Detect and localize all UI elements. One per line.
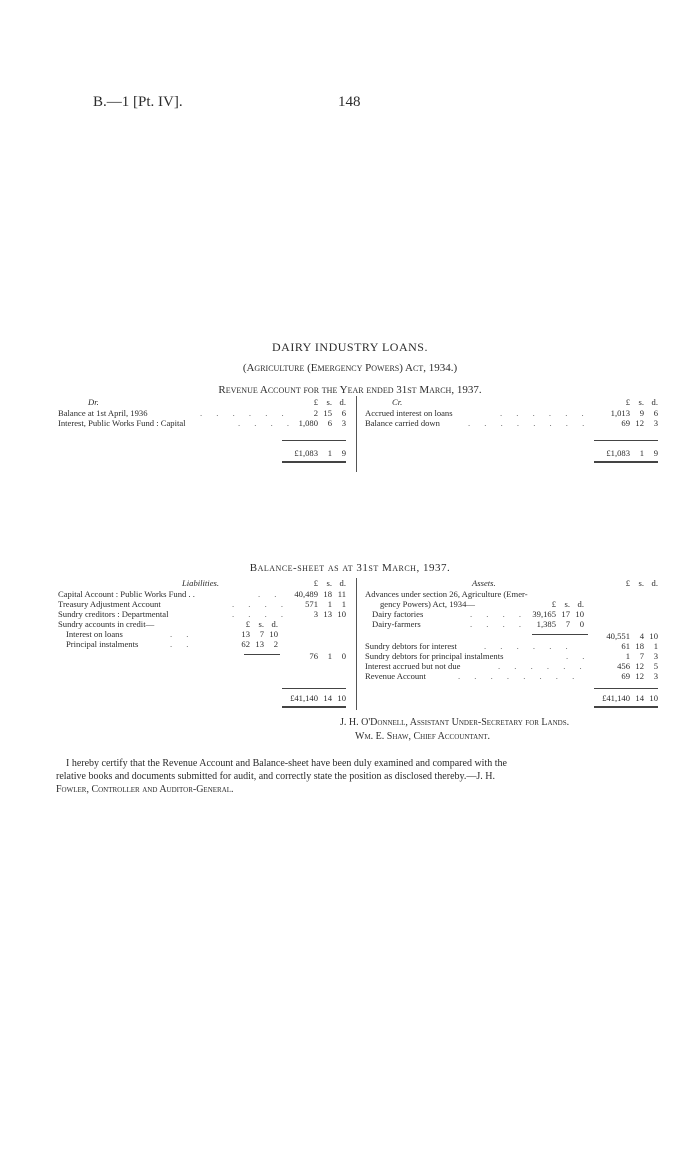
credit-sub-amount [214, 629, 278, 639]
pounds-heading: £ [551, 599, 556, 609]
amount-pounds: 69 [621, 671, 630, 681]
amount-pence: 6 [653, 408, 658, 418]
credit-sub-label: Interest on loans [66, 629, 123, 639]
total-shillings: 1 [327, 448, 332, 458]
total-shillings: 1 [639, 448, 644, 458]
liability-amount [282, 609, 346, 619]
amount-pence: 0 [579, 619, 584, 629]
amount-pounds: 39,165 [532, 609, 556, 619]
amount-pounds: 69 [621, 418, 630, 428]
certificate-line: Fowler, Controller and Auditor-General. [56, 784, 234, 795]
amount-shillings: 1 [327, 599, 332, 609]
advances-column-headings [520, 599, 584, 609]
leader-dots: . . . . . . [200, 408, 290, 418]
pence-heading: d. [651, 397, 658, 407]
amount-shillings: 4 [639, 631, 644, 641]
leader-dots: . . . . . . . . [458, 671, 581, 681]
pounds-heading: £ [245, 619, 250, 629]
leader-dots: . . . . [232, 609, 290, 619]
total-pounds: £1,083 [606, 448, 630, 458]
liabilities-column-headings [282, 578, 346, 588]
leader-dots: . . . . . . [500, 408, 590, 418]
shillings-heading: s. [638, 397, 644, 407]
amount-pounds: 1 [625, 651, 630, 661]
amount-pounds: 1,013 [610, 408, 630, 418]
subtotal-rule [244, 654, 280, 655]
cr-row-label: Accrued interest on loans [365, 408, 453, 418]
assets-column-headings [594, 578, 658, 588]
amount-shillings: 13 [255, 639, 264, 649]
credit-sub-label: Principal instalments [66, 639, 139, 649]
pence-heading: d. [577, 599, 584, 609]
total-pence: 10 [649, 693, 658, 703]
double-rule [282, 461, 346, 463]
cr-row-label: Balance carried down [365, 418, 440, 428]
liability-amount [282, 599, 346, 609]
advances-sub-amount [520, 609, 584, 619]
amount-pounds: 40,551 [606, 631, 630, 641]
asset-amount [594, 671, 658, 681]
amount-pence: 10 [337, 609, 346, 619]
dr-row-amount [282, 408, 346, 418]
amount-pence: 3 [653, 671, 658, 681]
amount-shillings: 7 [639, 651, 644, 661]
liabilities-label: Liabilities. [182, 578, 220, 588]
pounds-heading: £ [625, 397, 630, 407]
amount-shillings: 9 [639, 408, 644, 418]
amount-pence: 6 [341, 408, 346, 418]
liability-label: Sundry accounts in credit— [58, 619, 155, 629]
amount-pounds: 3 [313, 609, 318, 619]
advances-total-amount [594, 631, 658, 641]
cr-label: Cr. [392, 397, 403, 407]
signature-lands: J. H. O'Donnell, Assistant Under-Secretary for Lands. [340, 717, 570, 728]
double-rule [594, 461, 658, 463]
amount-shillings: 13 [323, 609, 332, 619]
liability-label: Capital Account : Public Works Fund . . [58, 589, 195, 599]
pence-heading: d. [339, 397, 346, 407]
amount-pence: 5 [653, 661, 658, 671]
subtotal-rule [532, 634, 588, 635]
liability-label: Treasury Adjustment Account [58, 599, 161, 609]
double-rule [594, 706, 658, 708]
amount-pence: 0 [341, 651, 346, 661]
amount-shillings: 6 [327, 418, 332, 428]
amount-shillings: 12 [635, 671, 644, 681]
amount-shillings: 7 [259, 629, 264, 639]
amount-pence: 1 [341, 599, 346, 609]
amount-pounds: 1,385 [536, 619, 556, 629]
cr-row-amount [594, 408, 658, 418]
assets-intro-continued: gency Powers) Act, 1934— [380, 599, 475, 609]
amount-pounds: 2 [313, 408, 318, 418]
liability-amount [282, 589, 346, 599]
total-pence: 10 [337, 693, 346, 703]
page-number: 148 [338, 94, 361, 110]
audit-certificate [56, 757, 662, 796]
pounds-heading: £ [313, 578, 318, 588]
assets-intro: Advances under section 26, Agriculture (Emer- [365, 589, 528, 599]
asset-label: Sundry debtors for principal instalments [365, 651, 504, 661]
shillings-heading: s. [564, 599, 570, 609]
asset-label: Revenue Account [365, 671, 426, 681]
amount-pence: 11 [337, 589, 346, 599]
advances-sub-label: Dairy factories [372, 609, 424, 619]
double-rule [282, 706, 346, 708]
leader-dots: . . [170, 639, 195, 649]
credit-sub-amount [214, 639, 278, 649]
leader-dots: . . . . [238, 418, 296, 428]
document-title: DAIRY INDUSTRY LOANS. [272, 340, 428, 354]
shillings-heading: s. [258, 619, 264, 629]
assets-total [594, 693, 658, 703]
amount-pounds: 13 [241, 629, 250, 639]
column-divider [356, 578, 357, 710]
pence-heading: d. [651, 578, 658, 588]
total-pence: 9 [653, 448, 658, 458]
act-subtitle: (Agriculture (Emergency Powers) Act, 1934.) [242, 362, 458, 374]
total-pounds: £41,140 [602, 693, 630, 703]
amount-shillings: 18 [635, 641, 644, 651]
pence-heading: d. [271, 619, 278, 629]
leader-dots: . . . . [232, 599, 290, 609]
amount-shillings: 12 [635, 661, 644, 671]
asset-amount [594, 661, 658, 671]
total-rule [594, 688, 658, 689]
total-rule [282, 688, 346, 689]
liability-label: Sundry creditors : Departmental [58, 609, 169, 619]
amount-pounds: 1,080 [298, 418, 318, 428]
total-shillings: 14 [323, 693, 332, 703]
signature-accountant: Wm. E. Shaw, Chief Accountant. [355, 731, 490, 742]
cr-column-headings [594, 397, 658, 407]
amount-pounds: 62 [241, 639, 250, 649]
amount-pounds: 40,489 [294, 589, 318, 599]
amount-shillings: 15 [323, 408, 332, 418]
amount-pounds: 456 [617, 661, 630, 671]
amount-shillings: 7 [565, 619, 570, 629]
amount-pence: 10 [649, 631, 658, 641]
amount-pounds: 76 [309, 651, 318, 661]
leader-dots: . . . . [470, 609, 528, 619]
leader-dots: . . [170, 629, 195, 639]
page-header-ref: B.—1 [Pt. IV]. [93, 94, 183, 110]
amount-pence: 2 [273, 639, 278, 649]
amount-pence: 3 [341, 418, 346, 428]
asset-amount [594, 651, 658, 661]
amount-pence: 1 [653, 641, 658, 651]
amount-shillings: 17 [561, 609, 570, 619]
amount-pence: 10 [269, 629, 278, 639]
total-shillings: 14 [635, 693, 644, 703]
leader-dots: . . [566, 651, 591, 661]
amount-shillings: 12 [635, 418, 644, 428]
advances-sub-amount [520, 619, 584, 629]
dr-row-label: Interest, Public Works Fund : Capital [58, 418, 186, 428]
dr-column-headings [282, 397, 346, 407]
cr-row-amount [594, 418, 658, 428]
dr-total [282, 448, 346, 458]
pence-heading: d. [339, 578, 346, 588]
column-divider [356, 396, 357, 472]
leader-dots: . . . . . . [498, 661, 588, 671]
leader-dots: . . . . [470, 619, 528, 629]
pounds-heading: £ [313, 397, 318, 407]
balance-sheet-heading: Balance-sheet as at 31st March, 1937. [249, 562, 451, 574]
assets-label: Assets. [472, 578, 496, 588]
total-pence: 9 [341, 448, 346, 458]
amount-pounds: 571 [305, 599, 318, 609]
credit-total-amount [282, 651, 346, 661]
asset-label: Interest accrued but not due [365, 661, 461, 671]
leader-dots: . . [258, 589, 283, 599]
amount-shillings: 18 [323, 589, 332, 599]
amount-pence: 10 [575, 609, 584, 619]
amount-shillings: 1 [327, 651, 332, 661]
shillings-heading: s. [326, 397, 332, 407]
dr-row-amount [282, 418, 346, 428]
total-pounds: £41,140 [290, 693, 318, 703]
leader-dots: . . . . . . [484, 641, 574, 651]
shillings-heading: s. [638, 578, 644, 588]
pounds-heading: £ [625, 578, 630, 588]
revenue-account-heading: Revenue Account for the Year ended 31st March, 1937. [218, 384, 482, 396]
dr-label: Dr. [88, 397, 99, 407]
certificate-line: I hereby certify that the Revenue Account and Balance-sheet have been duly examined and compared with the [66, 758, 507, 769]
amount-pounds: 61 [621, 641, 630, 651]
amount-pence: 3 [653, 418, 658, 428]
certificate-line: relative books and documents submitted for audit, and correctly state the position as disclosed thereby.—J. H. [56, 771, 495, 782]
asset-amount [594, 641, 658, 651]
dr-row-label: Balance at 1st April, 1936 [58, 408, 148, 418]
shillings-heading: s. [326, 578, 332, 588]
amount-pence: 3 [653, 651, 658, 661]
total-pounds: £1,083 [294, 448, 318, 458]
leader-dots: . . . . . . . . [468, 418, 591, 428]
asset-label: Sundry debtors for interest [365, 641, 457, 651]
total-rule [594, 440, 658, 441]
liabilities-total [282, 693, 346, 703]
sub-column-headings [214, 619, 278, 629]
advances-sub-label: Dairy-farmers [372, 619, 421, 629]
cr-total [594, 448, 658, 458]
total-rule [282, 440, 346, 441]
